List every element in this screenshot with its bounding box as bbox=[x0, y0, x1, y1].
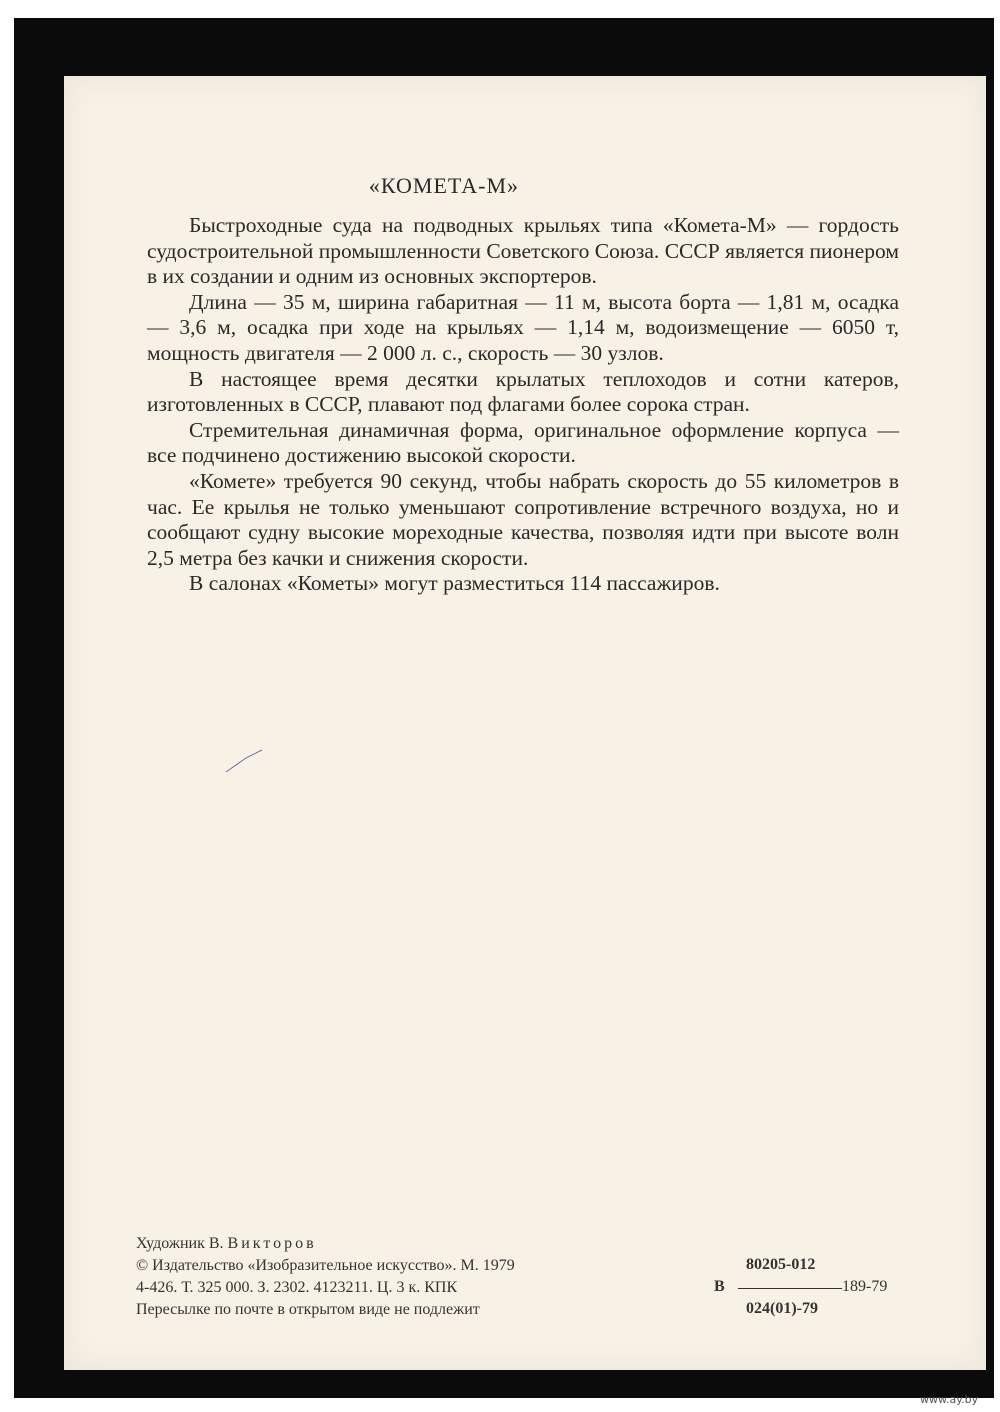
index-right: 189-79 bbox=[842, 1278, 888, 1295]
body-text bbox=[147, 213, 899, 597]
artist-label: Художник В. bbox=[136, 1235, 224, 1252]
paragraph-intro: Быстроходные суда на подводных крыльях типа «Комета-М» — гордость судостроительной промышленности Советского Союза. СССР является пионером в их создании и одним из основных экспортеров. bbox=[147, 213, 899, 289]
index-fraction-line bbox=[738, 1288, 842, 1289]
publisher-line: © Издательство «Изобразительное искусство». М. 1979 bbox=[136, 1257, 515, 1274]
print-info-line: 4-426. Т. 325 000. З. 2302. 4123211. Ц. 3 к. КПК bbox=[136, 1279, 458, 1296]
paragraph-export: В настоящее время десятки крылатых теплоходов и сотни катеров, изготовленных в СССР, плавают под флагами более сорока стран. bbox=[147, 366, 899, 417]
paragraph-form: Стремительная динамичная форма, оригинальное оформление корпуса — все подчинено достижению высокой скорости. bbox=[147, 417, 899, 468]
paragraph-speed: «Комете» требуется 90 секунд, чтобы набрать скорость до 55 километров в час. Ее крылья не только уменьшают сопротивление встречного воздуха, но и сообщают судну высокие мореходные качества, позволяя идти при высоте волн 2,5 метра без качки и снижения скорости. bbox=[147, 468, 899, 570]
index-denominator: 024(01)-79 bbox=[746, 1300, 818, 1317]
paragraph-passengers: В салонах «Кометы» могут разместиться 114 пассажиров. bbox=[189, 571, 720, 596]
index-letter: В bbox=[714, 1278, 725, 1295]
postcard-back bbox=[64, 76, 986, 1370]
pen-mark bbox=[224, 744, 274, 774]
postal-note: Пересылке по почте в открытом виде не подлежит bbox=[136, 1301, 480, 1318]
artist-name: Викторов bbox=[227, 1235, 317, 1252]
black-mount bbox=[14, 18, 994, 1398]
publication-credits bbox=[136, 1233, 515, 1321]
watermark: www.ay.by bbox=[920, 1393, 979, 1406]
page-title: «КОМЕТА-М» bbox=[368, 173, 520, 198]
paragraph-specs: Длина — 35 м, ширина габаритная — 11 м, высота борта — 1,81 м, осадка — 3,6 м, осадка при ходе на крыльях — 1,14 м, водоизмещение — 6050 т, мощность двигателя — 2 000 л. с., скорость — 30 узлов. bbox=[147, 289, 899, 365]
index-numerator: 80205-012 bbox=[746, 1256, 816, 1273]
artist-credit bbox=[136, 1233, 515, 1255]
catalog-index bbox=[714, 1256, 914, 1326]
